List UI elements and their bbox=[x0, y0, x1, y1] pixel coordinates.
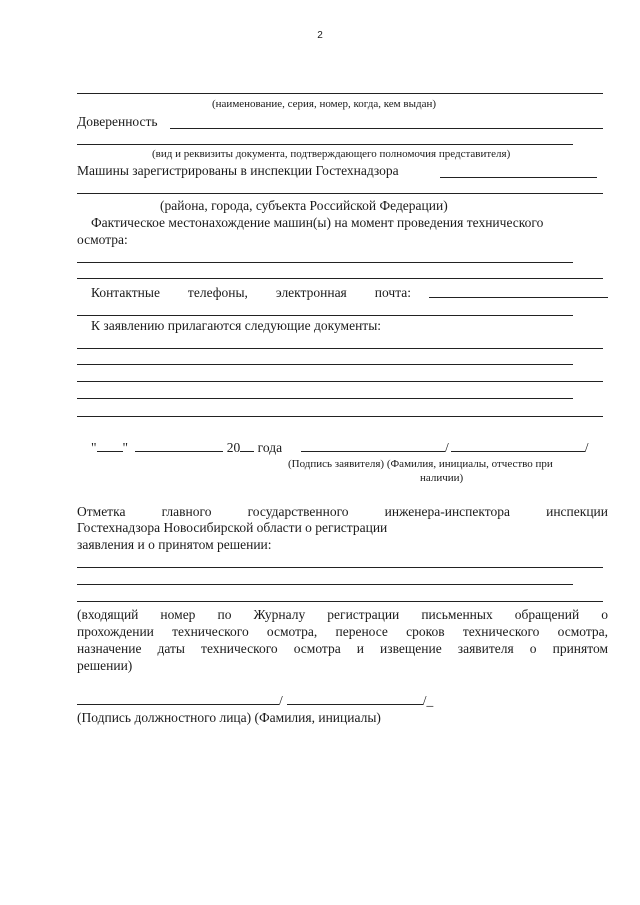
date-day-line bbox=[97, 439, 123, 452]
region-line bbox=[77, 193, 603, 194]
official-signature-line bbox=[77, 692, 279, 705]
inspector-mark-line-3: заявления и о принятом решении: bbox=[77, 537, 272, 552]
attached-line-1 bbox=[77, 348, 603, 349]
date-signature-row bbox=[91, 439, 282, 456]
location-text-line-2: осмотра: bbox=[77, 232, 128, 247]
applicant-name-line bbox=[451, 439, 585, 452]
year-prefix: 20 bbox=[226, 440, 241, 455]
contacts-line bbox=[429, 297, 608, 298]
attached-line-4 bbox=[77, 398, 573, 399]
attached-line-2 bbox=[77, 364, 573, 365]
inspector-mark-line-2: Гостехнадзора Новосибирской области о регистрации bbox=[77, 520, 388, 535]
applicant-signature-line bbox=[301, 439, 445, 452]
document-issued-line bbox=[77, 93, 603, 94]
registered-line bbox=[440, 177, 597, 178]
official-signature-row bbox=[77, 692, 433, 709]
decision-line-3 bbox=[77, 601, 603, 602]
applicant-slash: / bbox=[445, 440, 449, 455]
proxy-label: Доверенность bbox=[77, 114, 158, 129]
contacts-label: Контактные телефоны, электронная почта: bbox=[91, 285, 411, 300]
official-caption: (Подпись должностного лица) (Фамилия, инициалы) bbox=[77, 710, 381, 725]
region-caption: (района, города, субъекта Российской Федерации) bbox=[160, 198, 448, 213]
location-line-2 bbox=[77, 278, 603, 279]
location-line-1 bbox=[77, 262, 573, 263]
proxy-line-2 bbox=[77, 144, 573, 145]
date-open-quote: " bbox=[91, 440, 97, 455]
date-close-quote: " bbox=[122, 440, 129, 455]
attached-line-3 bbox=[77, 381, 603, 382]
incoming-caption-line-2: прохождении технического осмотра, переносе сроков технического осмотра, bbox=[77, 624, 608, 639]
contacts-line-2 bbox=[77, 315, 573, 316]
registered-label: Машины зарегистрированы в инспекции Гостехнадзора bbox=[77, 163, 399, 178]
location-text-line-1: Фактическое местонахождение машин(ы) на момент проведения технического bbox=[91, 215, 544, 230]
incoming-caption-line-3: назначение даты технического осмотра и извещение заявителя о принятом bbox=[77, 641, 608, 656]
decision-line-2 bbox=[77, 584, 573, 585]
official-slash-end: /_ bbox=[422, 693, 434, 708]
incoming-caption-line-1: (входящий номер по Журналу регистрации письменных обращений о bbox=[77, 607, 608, 622]
applicant-signature-row bbox=[301, 439, 589, 456]
incoming-caption-line-4: решении) bbox=[77, 658, 133, 673]
year-line bbox=[240, 439, 254, 452]
applicant-caption-line-2: наличии) bbox=[420, 472, 464, 484]
document-issued-caption: (наименование, серия, номер, когда, кем выдан) bbox=[212, 98, 437, 110]
proxy-line bbox=[170, 128, 603, 129]
official-name-line bbox=[287, 692, 423, 705]
year-suffix: года bbox=[257, 440, 283, 455]
applicant-slash-end: / bbox=[584, 440, 589, 455]
inspector-mark-line-1: Отметка главного государственного инженера-инспектора инспекции bbox=[77, 504, 608, 519]
attached-documents-label: К заявлению прилагаются следующие документы: bbox=[91, 318, 382, 333]
official-slash: / bbox=[279, 693, 283, 708]
applicant-caption-line-1: (Подпись заявителя) (Фамилия, инициалы, отчество при bbox=[288, 458, 553, 470]
decision-line-1 bbox=[77, 567, 603, 568]
date-month-line bbox=[135, 439, 223, 452]
proxy-caption: (вид и реквизиты документа, подтверждающего полномочия представителя) bbox=[152, 148, 511, 160]
page-number: 2 bbox=[317, 30, 323, 41]
attached-line-5 bbox=[77, 416, 603, 417]
